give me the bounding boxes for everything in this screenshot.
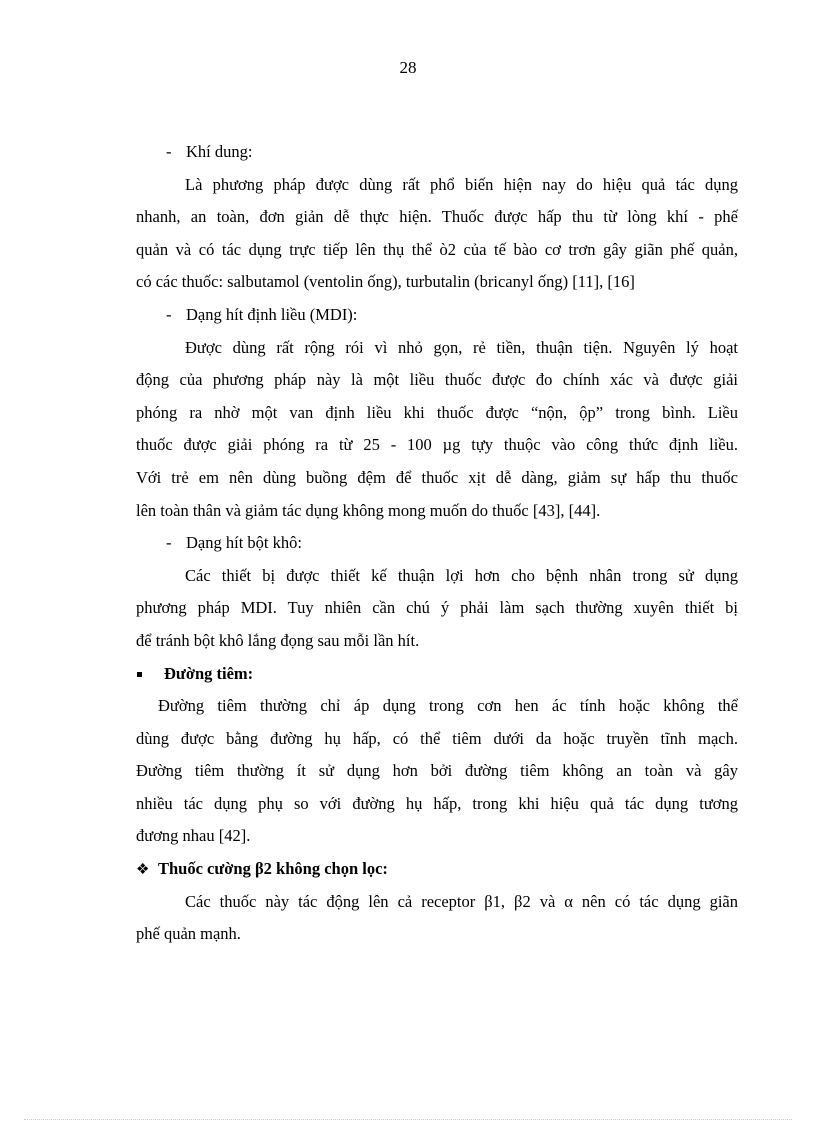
heading-text: Đường tiêm: (164, 663, 254, 683)
paragraph-line: phế quản mạnh. (136, 924, 241, 944)
paragraph-line: Là phương pháp được dùng rất phổ biến hiện nay do hiệu quả tác dụng (185, 174, 738, 194)
paragraph-line: đương nhau [42]. (136, 826, 251, 846)
dash-marker: - (166, 533, 172, 553)
subheading-text: Khí dung: (186, 142, 253, 161)
paragraph-line: thuốc được giải phóng ra từ 25 - 100 µg tựy thuộc vào công thức định liều. (136, 435, 738, 455)
paragraph-line: phương pháp MDI. Tuy nhiên cần chú ý phải làm sạch thường xuyên thiết bị (136, 598, 738, 618)
paragraph-line: Được dùng rất rộng rói vì nhỏ gọn, rẻ tiền, thuận tiện. Nguyên lý hoạt (185, 337, 738, 357)
paragraph-line: Với trẻ em nên dùng buồng đệm để thuốc xịt dễ dàng, giảm sự hấp thu thuốc (136, 467, 738, 487)
page-number: 28 (399, 58, 417, 77)
paragraph-line: phóng ra nhờ một van định liều khi thuốc được “nộn, ộp” trong bình. Liều (136, 402, 738, 422)
paragraph-line: quản và có tác dụng trực tiếp lên thụ thể ò2 của tế bào cơ trơn gây giãn phế quản, (136, 239, 738, 259)
paragraph-line: lên toàn thân và giảm tác dụng không mong muốn do thuốc [43], [44]. (136, 500, 601, 520)
paragraph-line: động của phương pháp này là một liều thuốc được đo chính xác và được giải (136, 370, 738, 390)
subheading-khi-dung (136, 136, 738, 169)
subheading-bot-kho (136, 527, 738, 560)
paragraph-line: để tránh bột khô lắng đọng sau mỗi lần hít. (136, 630, 420, 650)
paragraph-line: Đường tiêm thường chỉ áp dụng trong cơn hen ác tính hoặc không thể (158, 696, 738, 716)
heading-duong-tiem (136, 658, 738, 691)
subheading-mdi (136, 299, 738, 332)
dash-marker: - (166, 304, 172, 324)
paragraph-line: Các thiết bị được thiết kế thuận lợi hơn cho bệnh nhân trong sử dụng (185, 565, 738, 585)
heading-text: Thuốc cường β2 không chọn lọc: (158, 859, 388, 879)
heading-beta2 (136, 853, 738, 886)
paragraph-line: Các thuốc này tác động lên cả receptor β1, β2 và α nên có tác dụng giãn (185, 891, 738, 911)
document-body (136, 136, 738, 951)
diamond-bullet-icon: ❖ (136, 862, 150, 879)
paragraph-line: nhiều tác dụng phụ so với đường hụ hấp, trong khi hiệu quả tác dụng tương (136, 793, 738, 813)
page-bottom-rule (24, 1119, 792, 1120)
dash-marker: - (166, 142, 172, 161)
subheading-text: Dạng hít định liều (MDI): (186, 304, 358, 324)
subheading-text: Dạng hít bột khô: (186, 533, 302, 553)
square-bullet-icon (137, 672, 142, 677)
paragraph-line: có các thuốc: salbutamol (ventolin ống), turbutalin (bricanyl ống) [11], [16] (136, 272, 635, 292)
paragraph-line: dùng được bằng đường hụ hấp, có thể tiêm dưới da hoặc truyền tĩnh mạch. (136, 728, 738, 748)
paragraph-line: nhanh, an toàn, đơn giản dễ thực hiện. Thuốc được hấp thu từ lòng khí - phế (136, 207, 738, 227)
paragraph-line: Đường tiêm thường ít sử dụng hơn bởi đường tiêm không an toàn và gây (136, 761, 738, 781)
